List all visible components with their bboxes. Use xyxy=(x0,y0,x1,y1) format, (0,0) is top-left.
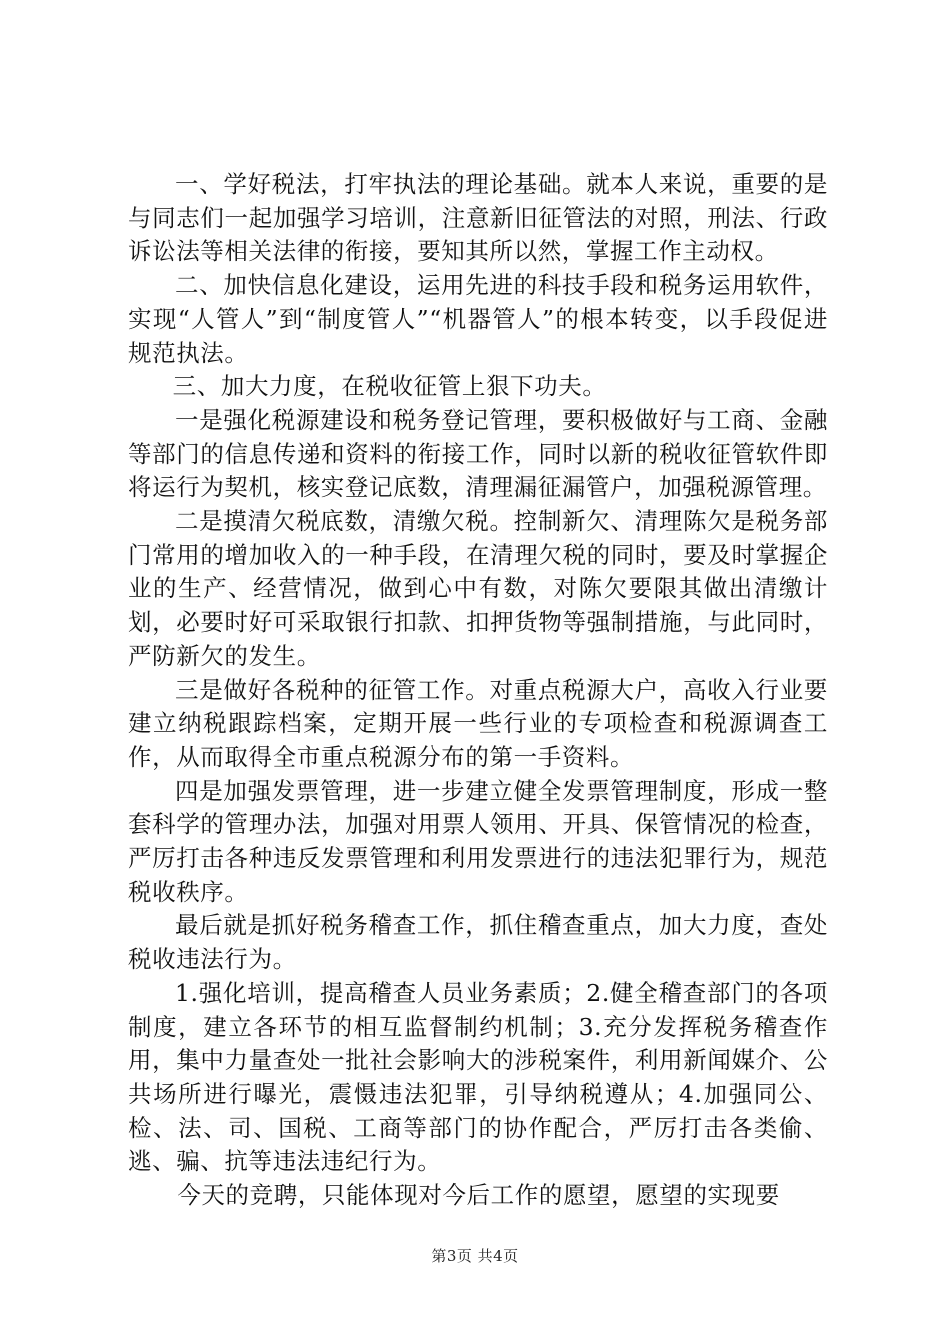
paragraph-5: 二是摸清欠税底数，清缴欠税。控制新欠、清理陈欠是税务部门常用的增加收入的一种手段，在清理欠税的同时，要及时掌握企业的生产、经营情况，做到心中有数，对陈欠要限其做出清缴计划，必要时好可采取银行扣款、扣押货物等强制措施，与此同时，严防新欠的发生。 xyxy=(128,507,828,670)
paragraph-6: 三是做好各税种的征管工作。对重点税源大户，高收入行业要建立纳税跟踪档案，定期开展一些行业的专项检查和税源调查工作，从而取得全市重点税源分布的第一手资料。 xyxy=(128,675,828,771)
paragraph-10: 今天的竞聘，只能体现对今后工作的愿望，愿望的实现要 xyxy=(177,1181,780,1210)
paragraph-2: 二、加快信息化建设，运用先进的科技手段和税务运用软件，实现“人管人”到“制度管人”“机器管人”的根本转变，以手段促进规范执法。 xyxy=(128,271,828,367)
page-footer: 第3页 共4页 xyxy=(431,1247,519,1265)
paragraph-7: 四是加强发票管理，进一步建立健全发票管理制度，形成一整套科学的管理办法，加强对用票人领用、开具、保管情况的检查，严厉打击各种违反发票管理和利用发票进行的违法犯罪行为，规范税收秩序。 xyxy=(128,776,828,906)
paragraph-3: 三、加大力度，在税收征管上狠下功夫。 xyxy=(172,372,607,401)
paragraph-8: 最后就是抓好税务稽查工作，抓住稽查重点，加大力度，查处税收违法行为。 xyxy=(128,911,828,974)
paragraph-4: 一是强化税源建设和税务登记管理，要积极做好与工商、金融等部门的信息传递和资料的衔接工作，同时以新的税收征管软件即将运行为契机，核实登记底数，清理漏征漏管户，加强税源管理。 xyxy=(128,405,828,502)
paragraph-9: 1.强化培训，提高稽查人员业务素质；2.健全稽查部门的各项制度，建立各环节的相互监督制约机制；3.充分发挥税务稽查作用，集中力量查处一批社会影响大的涉税案件，利用新闻媒介、公共场所进行曝光，震慑违法犯罪，引导纳税遵从；4.加强同公、检、法、司、国税、工商等部门的协作配合，严厉打击各类偷、逃、骗、抗等违法违纪行为。 xyxy=(128,978,828,1176)
paragraph-1: 一、学好税法，打牢执法的理论基础。就本人来说，重要的是与同志们一起加强学习培训，注意新旧征管法的对照，刑法、行政诉讼法等相关法律的衔接，要知其所以然，掌握工作主动权。 xyxy=(128,170,828,266)
document-body xyxy=(128,168,828,1213)
